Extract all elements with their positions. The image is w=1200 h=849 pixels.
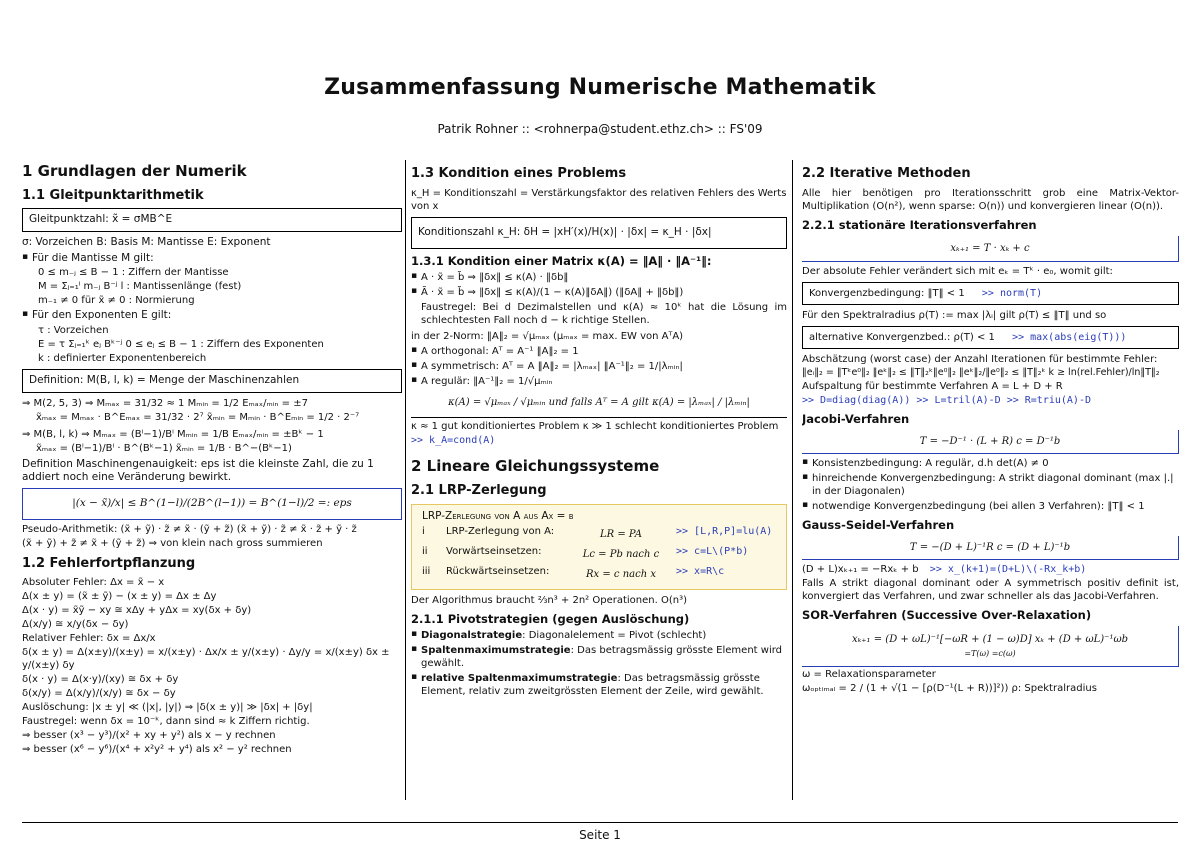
author-line: Patrik Rohner :: <rohnerpa@student.ethz.ch> :: FS'09 <box>437 122 763 136</box>
formula-line: Relativer Fehler: δx = Δx/x <box>22 633 156 645</box>
formula-line: Absoluter Fehler: Δx = x̃ − x <box>22 577 165 589</box>
column-3 <box>802 160 1179 810</box>
column-divider <box>792 160 793 800</box>
list-item: ▪ Konsistenzbedingung: A regulär, d.h det(A) ≠ 0 <box>802 457 1179 470</box>
formula-line: Δ(x · y) = x̃ỹ − xy ≅ xΔy + yΔx = xy(δx + δy) <box>22 605 252 617</box>
formula-line: ω = Relaxationsparameter <box>802 669 936 681</box>
paragraph: Falls A strikt diagonal dominant oder A symmetrisch positiv definit ist, konvergiert das Verfahren, und zwar schneller als das Jacobi-Verfahren. <box>802 578 1179 603</box>
list-item: ▪ Für den Exponenten E gilt: τ : Vorzeichen E = τ Σⱼ₌₁ᵏ eⱼ Bᵏ⁻ʲ 0 ≤ eⱼ ≤ B − 1 : Ziffern des Exponenten k : definierter Exponentenbereich <box>22 309 402 365</box>
formula-line: ⇒ besser (x⁶ − y⁶)/(x⁴ + x²y² + y⁴) als x² − y² rechnen <box>22 744 292 756</box>
code-line: >> D=diag(diag(A)) >> L=tril(A)-D >> R=triu(A)-D <box>802 395 1091 407</box>
list-item: ▪ Für die Mantisse M gilt: 0 ≤ m₋ⱼ ≤ B − 1 : Ziffern der Mantisse M = Σⱼ₌₁ˡ m₋ⱼ B⁻ʲ l : Mantissenlänge (fest) m₋₁ ≠ 0 für x̃ ≠ 0 : Normierung <box>22 252 402 308</box>
list-item: ▪ Ã · x̃ = b̃ ⇒ ‖δx‖ ≤ κ(A)/(1 − κ(A)‖δA‖) (‖δA‖ + ‖δb‖) <box>411 286 787 299</box>
paragraph: κ ≈ 1 gut konditioniertes Problem κ ≫ 1 schlecht konditioniertes Problem <box>411 417 787 433</box>
subsection-heading: 2.2 Iterative Methoden <box>802 166 971 181</box>
section-heading: 2 Lineare Gleichungssysteme <box>411 457 660 476</box>
subsubsection-heading: 2.2.1 stationäre Iterationsverfahren <box>802 217 1037 232</box>
paragraph: Aufspaltung für bestimmte Verfahren A = L + D + R <box>802 381 1063 393</box>
formula-line: δ(x/y) = Δ(x/y)/(x/y) ≅ δx − δy <box>22 688 176 700</box>
formula-line: ⇒ besser (x³ − y³)/(x² + xy + y²) als x − y rechnen <box>22 730 276 742</box>
paragraph: Der absolute Fehler verändert sich mit eₖ = Tᵏ · e₀, womit gilt: <box>802 265 1113 277</box>
list-item: ▪ notwendige Konvergenzbedingung (bei allen 3 Verfahren): ‖T‖ < 1 <box>802 500 1179 513</box>
formula-box: T = −D⁻¹ · (L + R) c = D⁻¹b <box>802 430 1179 454</box>
formula-line: 0 ≤ m₋ⱼ ≤ B − 1 : Ziffern der Mantisse <box>38 267 229 279</box>
list-item: ▪ Spaltenmaximumstrategie: Das betragsmässig grösste Element wird gewählt. <box>411 644 787 670</box>
document-title: Zusammenfassung Numerische Mathematik <box>324 75 876 100</box>
code-line: >> k_A=cond(A) <box>411 435 496 447</box>
list-item: ▪ A regulär: ‖A⁻¹‖₂ = 1/√μₘᵢₙ <box>411 375 787 388</box>
subsubsection-heading: Jacobi-Verfahren <box>802 412 910 427</box>
formula-line: ⇒ M(2, 5, 3) ⇒ Mₘₐₓ = 31/32 ≈ 1 Mₘᵢₙ = 1/2 Eₘₐₓ/ₘᵢₙ = ±7 <box>22 397 308 409</box>
definition-box: Gleitpunktzahl: x̃ = σMB^E <box>22 208 402 232</box>
subsection-heading: 1.1 Gleitpunktarithmetik <box>22 187 204 203</box>
list-item: ▪ A · x̃ = b̃ ⇒ ‖δx‖ ≤ κ(A) · ‖δb‖ <box>411 271 787 284</box>
definition-box: Konvergenzbedingung: ‖T‖ < 1 >> norm(T) <box>802 282 1179 305</box>
paragraph: Definition Maschinengenauigkeit: eps ist die kleinste Zahl, die zu 1 addiert noch eine Veränderung bewirkt. <box>22 457 374 484</box>
definition-box: Definition: M(B, l, k) = Menge der Maschinenzahlen <box>22 369 402 393</box>
subsubsection-heading: 1.3.1 Kondition einer Matrix κ(A) = ‖A‖ · ‖A⁻¹‖: <box>411 253 712 268</box>
formula-line: ⇒ M(B, l, k) ⇒ Mₘₐₓ = (Bˡ−1)/Bˡ Mₘᵢₙ = 1/B Eₘₐₓ/ₘᵢₙ = ±Bᵏ − 1 <box>22 428 324 440</box>
box-title: LRP-Zerlegung von A aus Ax = b <box>422 509 574 522</box>
list-item: ▪ hinreichende Konvergenzbedingung: A strikt diagonal dominant (max |.| in der Diagonalen) <box>802 472 1179 498</box>
formula-line: Auslöschung: |x ± y| ≪ (|x|, |y|) ⇒ |δ(x ± y)| ≫ |δx| + |δy| <box>22 702 313 714</box>
formula-line: E = τ Σⱼ₌₁ᵏ eⱼ Bᵏ⁻ʲ 0 ≤ eⱼ ≤ B − 1 : Ziffern des Exponenten <box>38 338 324 350</box>
subsubsection-heading: SOR-Verfahren (Successive Over-Relaxation) <box>802 608 1092 623</box>
footer-rule <box>22 822 1178 823</box>
column-divider <box>405 160 406 800</box>
list-item: ▪ relative Spaltenmaximumstrategie: Das betragsmässig grösste Element, relativ zum zweitgrössten Element der Zeile, wird gewählt. <box>411 672 787 698</box>
list-item: ▪ Diagonalstrategie: Diagonalelement = Pivot (schlecht) <box>411 629 787 642</box>
formula-line: Pseudo-Arithmetik: (x̃ + ỹ) · z̃ ≠ x̃ · (ỹ + z̃) (x̃ + ỹ) · z̃ ≠ x̃ · z̃ + ỹ · z̃ <box>22 523 357 535</box>
subsubsection-heading: Gauss-Seidel-Verfahren <box>802 518 955 533</box>
column-2 <box>411 160 787 810</box>
formula-line: Δ(x/y) ≅ x/y(δx − δy) <box>22 619 129 631</box>
lrp-box <box>411 504 787 590</box>
formula-line: Δ(x ± y) = (x̃ ± ỹ) − (x ± y) = Δx ± Δy <box>22 591 217 603</box>
paragraph: Abschätzung (worst case) der Anzahl Iterationen für bestimmte Fehler: <box>802 353 1158 365</box>
lrp-step: i LRP-Zerlegung von A: LR = PA >> [L,R,P]=lu(A) <box>422 525 773 540</box>
subsubsection-heading: 2.1.1 Pivotstrategien (gegen Auslöschung) <box>411 611 690 626</box>
lrp-step: iii Rückwärtseinsetzen: Rx = c nach x >> x=R\c <box>422 565 725 580</box>
subsection-heading: 1.3 Kondition eines Problems <box>411 166 627 181</box>
list-item: ▪ A symmetrisch: Aᵀ = A ‖A‖₂ = |λₘₐₓ| ‖A⁻¹‖₂ = 1/|λₘᵢₙ| <box>411 360 787 373</box>
formula-box: T = −(D + L)⁻¹R c = (D + L)⁻¹b <box>802 536 1179 560</box>
formula-line: (D + L)xₖ₊₁ = −Rxₖ + b >> x_(k+1)=(D+L)\(-Rx_k+b) <box>802 564 1087 576</box>
formula-line: τ : Vorzeichen <box>38 324 109 336</box>
formula-line: ‖eᵢ‖₂ = ‖Tᵏe⁰‖₂ ‖eᵏ‖₂ ≤ ‖T‖₂ᵏ‖e⁰‖₂ ‖eᵏ‖₂/‖e⁰‖₂ ≤ ‖T‖₂ᵏ k ≥ ln(rel.Fehler)/ln‖T‖₂ <box>802 366 1160 378</box>
formula-line: in der 2-Norm: ‖A‖₂ = √μₘₐₓ (μₘₐₓ = max. EW von AᵀA) <box>411 331 684 343</box>
eps-box: |(x − x̃)/x| ≤ B^(1−l)/(2B^(l−1)) = B^(1−l)/2 =: eps <box>22 488 402 520</box>
subsection-heading: 2.1 LRP-Zerlegung <box>411 482 547 498</box>
paragraph: Alle hier benötigen pro Iterationsschritt grob eine Matrix-Vektor-Multiplikation (O(n²), wenn sparse: O(n)) und konvergieren linear (O(n)). <box>802 187 1179 212</box>
formula-line: δ(x · y) = Δ(x·y)/(xy) ≅ δx + δy <box>22 674 179 686</box>
formula-line: x̃ₘₐₓ = Mₘₐₓ · B^Eₘₐₓ = 31/32 · 2⁷ x̃ₘᵢₙ = Mₘᵢₙ · B^Eₘᵢₙ = 1/2 · 2⁻⁷ <box>36 411 360 423</box>
formula-line: δ(x ± y) = Δ(x±y)/(x±y) = x/(x±y) · Δx/x ± y/(x±y) · Δy/y = x/(x±y) δx ± y/(x±y) δy <box>22 647 390 672</box>
formula-box: xₖ₊₁ = (D + ωL)⁻¹[−ωR + (1 − ω)D] xₖ + (D + ωL)⁻¹ωb =T(ω) =c(ω) <box>802 626 1179 667</box>
formula-line: x̃ₘₐₓ = (Bˡ−1)/Bˡ · B^(Bᵏ−1) x̃ₘᵢₙ = 1/B · B^−(Bᵏ−1) <box>36 442 292 454</box>
formula-box: xₖ₊₁ = T · xₖ + c <box>802 236 1179 262</box>
formula-line: m₋₁ ≠ 0 für x̃ ≠ 0 : Normierung <box>38 295 195 307</box>
section-heading: 1 Grundlagen der Numerik <box>22 162 247 180</box>
subsection-heading: 1.2 Fehlerfortpflanzung <box>22 555 196 571</box>
formula-line: ωₒₚₜᵢₘₐₗ = 2 / (1 + √(1 − [ρ(D⁻¹(L + R))]²)) ρ: Spektralradius <box>802 683 1097 695</box>
formula-line: Faustregel: wenn δx = 10⁻ᵏ, dann sind ≈ k Ziffern richtig. <box>22 716 310 728</box>
legend-line: σ: Vorzeichen B: Basis M: Mantisse E: Exponent <box>22 236 271 249</box>
formula-line: (x̃ + ỹ) + z̃ ≠ x̃ + (ỹ + z̃) ⇒ von klein nach gross summieren <box>22 537 323 549</box>
paragraph: Für den Spektralradius ρ(T) := max |λᵢ| gilt ρ(T) ≤ ‖T‖ und so <box>802 309 1107 321</box>
lrp-step: ii Vorwärtseinsetzen: Lc = Pb nach c >> c=L\(P*b) <box>422 545 749 560</box>
paragraph: Faustregel: Bei d Dezimalstellen und κ(A) ≈ 10ᵏ hat die Lösung im schlechtesten Fall noch d − k richtige Stellen. <box>421 302 787 327</box>
formula-line: κ(A) = √μₘₐₓ / √μₘᵢₙ und falls Aᵀ = A gilt κ(A) = |λₘₐₓ| / |λₘᵢₙ| <box>448 397 750 409</box>
formula-line: M = Σⱼ₌₁ˡ m₋ⱼ B⁻ʲ l : Mantissenlänge (fest) <box>38 281 242 293</box>
paragraph: Der Algorithmus braucht ⅔n³ + 2n² Operationen. O(n³) <box>411 594 688 606</box>
definition-box: alternative Konvergenzbed.: ρ(T) < 1 >> max(abs(eig(T))) <box>802 326 1179 349</box>
page-number: Seite 1 <box>579 828 621 842</box>
paragraph: κ_H = Konditionszahl = Verstärkungsfaktor des relativen Fehlers des Werts von x <box>411 187 787 212</box>
formula-line: k : definierter Exponentenbereich <box>38 352 207 364</box>
list-item: ▪ A orthogonal: Aᵀ = A⁻¹ ‖A‖₂ = 1 <box>411 345 787 358</box>
column-1 <box>22 160 402 810</box>
definition-box: Konditionszahl κ_H: δH = |xH′(x)/H(x)| · |δx| = κ_H · |δx| <box>411 217 787 249</box>
